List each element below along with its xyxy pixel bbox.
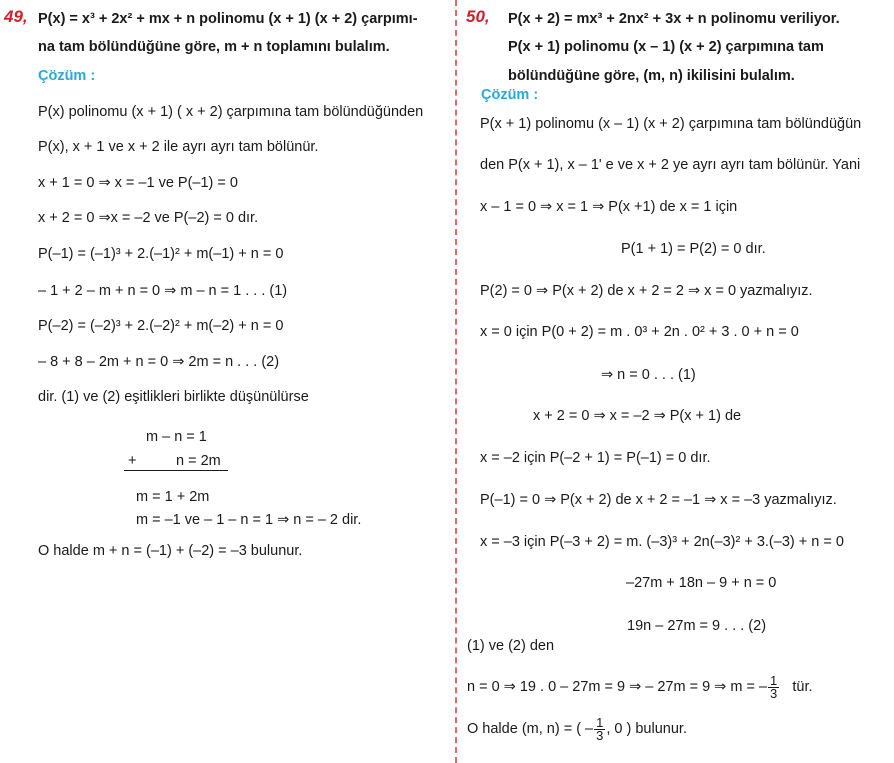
p49-line-6: – 1 + 2 – m + n = 0 ⇒ m – n = 1 . . . (1) — [38, 283, 288, 299]
problem-50-question-line-3: bölündüğüne göre, (m, n) ikilisini bulalım. — [508, 68, 795, 84]
m-fraction-numerator: 1 — [770, 672, 778, 688]
problem-50-solution-label: Çözüm : — [481, 87, 539, 103]
p49-line-4: x + 2 = 0 ⇒x = –2 ve P(–2) = 0 dır. — [38, 210, 259, 226]
p50-line-12: –27m + 18n – 9 + n = 0 — [626, 575, 777, 591]
p50-m-line-post: tür. — [792, 679, 813, 695]
p49-line-9: dir. (1) ve (2) eşitlikleri birlikte düşünülürse — [38, 389, 309, 405]
p50-line-9: x = –2 için P(–2 + 1) = P(–1) = 0 dır. — [480, 450, 711, 466]
final-fraction-denominator: 3 — [596, 727, 604, 743]
sum-plus: + — [128, 453, 137, 469]
p50-line-3: x – 1 = 0 ⇒ x = 1 ⇒ P(x +1) de x = 1 için — [480, 199, 738, 215]
p50-final-pre: O halde (m, n) = ( – — [467, 721, 594, 737]
p49-result-2: m = –1 ve – 1 – n = 1 ⇒ n = – 2 dir. — [136, 512, 362, 528]
p50-final — [467, 714, 687, 744]
problem-50-question-line-2: P(x + 1) polinomu (x – 1) (x + 2) çarpımına tam — [508, 39, 824, 55]
problem-50-question-line-1: P(x + 2) = mx³ + 2nx² + 3x + n polinomu veriliyor. — [508, 11, 840, 27]
p49-line-7: P(–2) = (–2)³ + 2.(–2)² + m(–2) + n = 0 — [38, 318, 284, 334]
problem-49-question-line-1: P(x) = x³ + 2x² + mx + n polinomu (x + 1) (x + 2) çarpımı- — [38, 11, 418, 27]
final-fraction-numerator: 1 — [596, 714, 604, 730]
p49-final: O halde m + n = (–1) + (–2) = –3 bulunur. — [38, 543, 303, 559]
p49-line-2: P(x), x + 1 ve x + 2 ile ayrı ayrı tam bölünür. — [38, 139, 319, 155]
sum-top: m – n = 1 — [146, 429, 207, 445]
p50-line-8: x + 2 = 0 ⇒ x = –2 ⇒ P(x + 1) de — [533, 408, 742, 424]
problem-49-question-line-2: na tam bölündüğüne göre, m + n toplamını bulalım. — [38, 39, 390, 55]
column-divider — [455, 0, 457, 763]
problem-49-number: 49, — [4, 7, 28, 26]
p49-line-1: P(x) polinomu (x + 1) ( x + 2) çarpımına tam bölündüğünden — [38, 104, 424, 120]
p50-line-6: x = 0 için P(0 + 2) = m . 0³ + 2n . 0² + 3 . 0 + n = 0 — [480, 324, 799, 340]
p50-line-7: ⇒ n = 0 . . . (1) — [601, 367, 696, 383]
problem-50-number: 50, — [466, 7, 490, 26]
p49-result-1: m = 1 + 2m — [136, 489, 210, 505]
p50-line-14: (1) ve (2) den — [467, 638, 555, 654]
p50-final-post: , 0 ) bulunur. — [606, 721, 687, 737]
p49-line-8: – 8 + 8 – 2m + n = 0 ⇒ 2m = n . . . (2) — [38, 354, 280, 370]
p50-line-11: x = –3 için P(–3 + 2) = m. (–3)³ + 2n(–3)² + 3.(–3) + n = 0 — [480, 534, 844, 550]
m-fraction-denominator: 3 — [770, 685, 778, 701]
p50-line-4: P(1 + 1) = P(2) = 0 dır. — [621, 241, 766, 257]
m-fraction — [768, 672, 779, 701]
p50-m-line-pre: n = 0 ⇒ 19 . 0 – 27m = 9 ⇒ – 27m = 9 ⇒ m = – — [467, 679, 768, 695]
problem-49-solution-label: Çözüm : — [38, 68, 96, 84]
p50-line-10: P(–1) = 0 ⇒ P(x + 2) de x + 2 = –1 ⇒ x = –3 yazmalıyız. — [480, 492, 837, 508]
p50-m-line — [467, 672, 813, 702]
p50-line-13: 19n – 27m = 9 . . . (2) — [627, 618, 767, 634]
p49-line-5: P(–1) = (–1)³ + 2.(–1)² + m(–1) + n = 0 — [38, 246, 284, 262]
p50-line-1: P(x + 1) polinomu (x – 1) (x + 2) çarpımına tam bölündüğün — [480, 116, 862, 132]
p49-line-3: x + 1 = 0 ⇒ x = –1 ve P(–1) = 0 — [38, 175, 238, 191]
final-fraction — [594, 714, 605, 743]
sum-bottom: n = 2m — [176, 453, 221, 469]
p50-line-5: P(2) = 0 ⇒ P(x + 2) de x + 2 = 2 ⇒ x = 0 yazmalıyız. — [480, 283, 813, 299]
p50-line-2: den P(x + 1), x – 1' e ve x + 2 ye ayrı ayrı tam bölünür. Yani — [480, 157, 861, 173]
sum-underline — [124, 470, 228, 471]
